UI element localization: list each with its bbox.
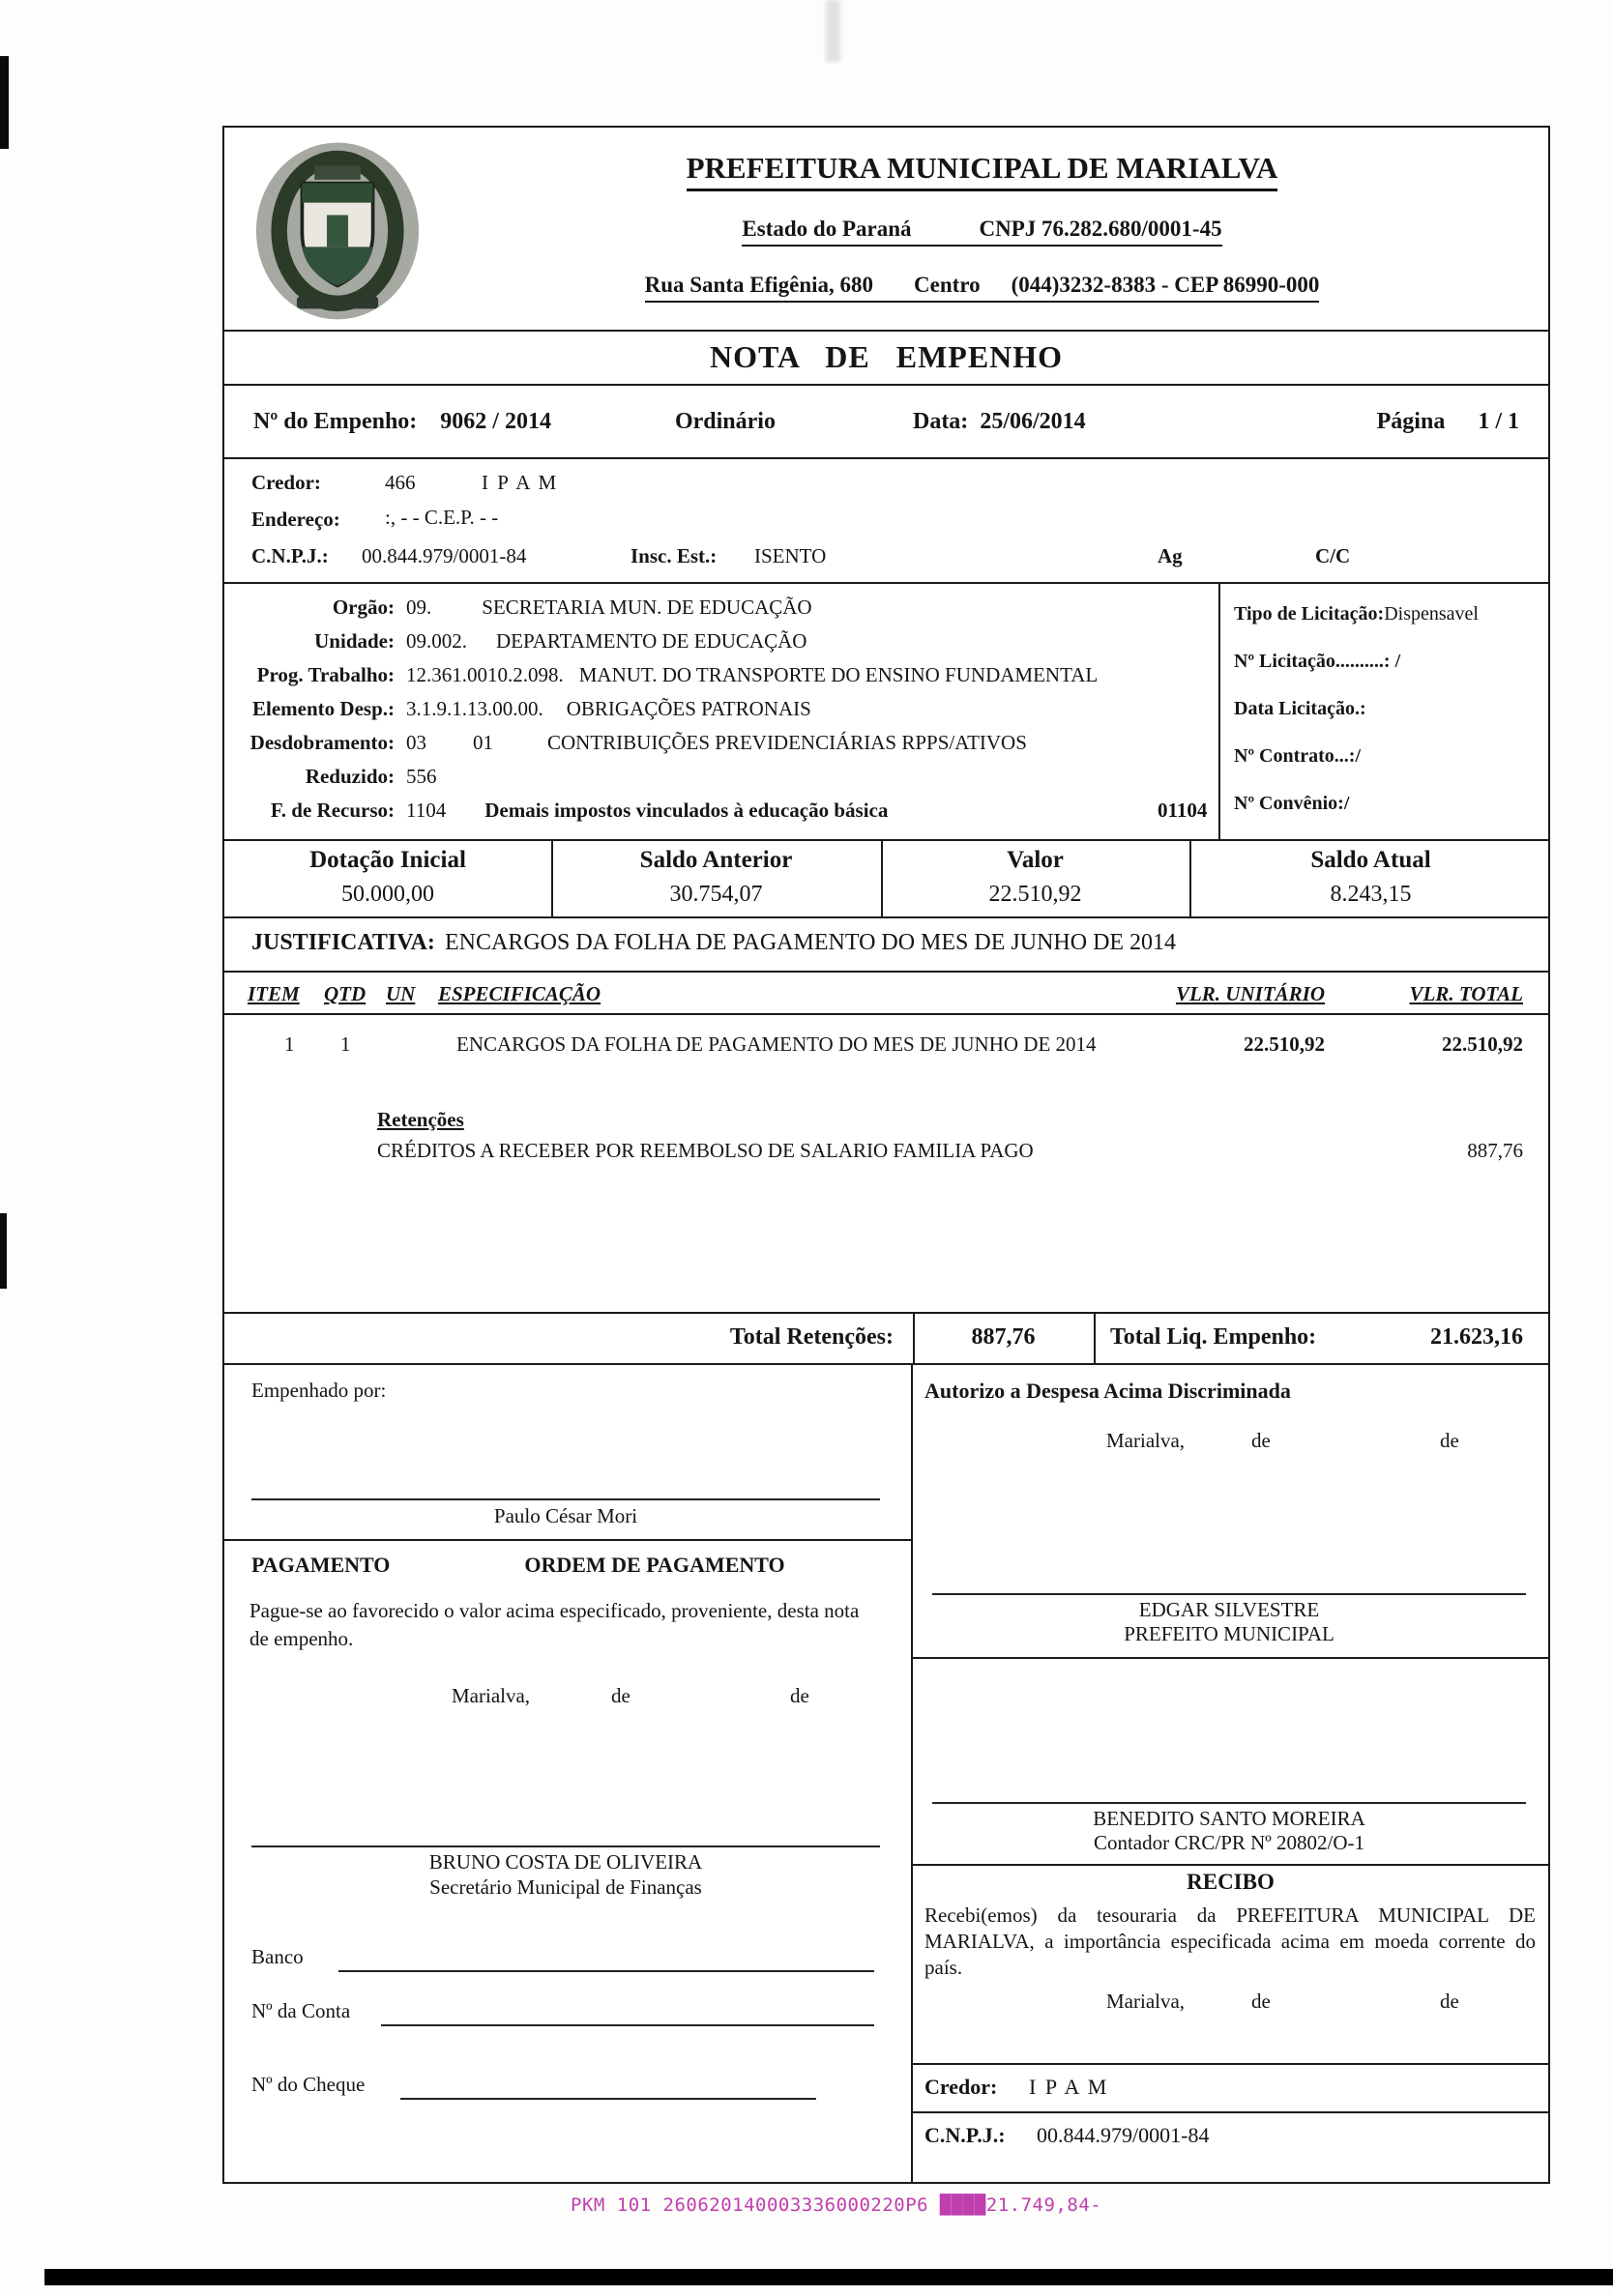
creditor-address: :, - - C.E.P. - - [385, 506, 499, 529]
net-total-value: 21.623,16 [1430, 1324, 1523, 1350]
coat-of-arms-logo [246, 137, 429, 323]
city-label: Marialva, [452, 1684, 531, 1707]
doc-title: NOTA DE EMPENHO [709, 339, 1064, 374]
amounts-table [224, 841, 1548, 918]
address-street: Rua Santa Efigênia, 680 [644, 273, 874, 297]
nota-de-empenho-document [222, 126, 1550, 2184]
bidding-type-row [1234, 603, 1542, 625]
previous-balance-value: 30.754,07 [669, 882, 763, 907]
qty-col-header: QTD [324, 982, 367, 1005]
creditor-name: I P A M [482, 471, 559, 494]
page-value: 1 / 1 [1478, 408, 1519, 434]
row-desc: OBRIGAÇÕES PATRONAIS [566, 697, 811, 720]
row-code: 09.002. [406, 629, 467, 653]
item-row [224, 1032, 1548, 1063]
cell-divider [1094, 1314, 1096, 1363]
address-line [645, 273, 1320, 303]
state-reg-label: Insc. Est.: [631, 544, 718, 567]
row-label: Prog. Trabalho: [256, 663, 395, 686]
unit-col-header: UN [386, 982, 416, 1005]
address-district: Centro [914, 273, 981, 297]
account-blank-line [381, 2024, 874, 2026]
empenho-kind: Ordinário [674, 408, 776, 434]
creditor-cnpj: 00.844.979/0001-84 [362, 544, 527, 567]
empenho-header-row [224, 386, 1548, 459]
empenho-number-label: Nº do Empenho: [253, 408, 418, 434]
item-number: 1 [284, 1032, 295, 1056]
empenhado-label: Empenhado por: [251, 1379, 387, 1402]
cheque-number-label: Nº do Cheque [251, 2073, 366, 2096]
state-reg-value: ISENTO [754, 544, 827, 567]
budget-classification-block [224, 584, 1548, 841]
bidding-date-row: Data Licitação.: [1234, 698, 1366, 719]
city-label: Marialva, [1106, 1990, 1186, 2013]
initial-allocation-header: Dotação Inicial [309, 847, 466, 873]
state-cnpj-line [742, 217, 1221, 247]
item-unit-price: 22.510,92 [1244, 1032, 1325, 1056]
cnpj-label: CNPJ 76.282.680/0001-45 [979, 217, 1222, 241]
de-label: de [790, 1684, 809, 1707]
signature-line [251, 1498, 880, 1500]
org-name: PREFEITURA MUNICIPAL DE MARIALVA [687, 151, 1278, 191]
bank-label: Banco [251, 1945, 304, 1968]
account-number-label: Nº da Conta [251, 1999, 351, 2022]
de-label: de [1251, 1429, 1271, 1452]
section-divider [913, 1657, 1548, 1659]
de-label: de [1440, 1429, 1459, 1452]
date-line [913, 1429, 1548, 1458]
signature-role-bruno: Secretário Municipal de Finanças [429, 1875, 702, 1899]
spec-col-header: ESPECIFICAÇÃO [438, 982, 601, 1005]
row-desc: Demais impostos vinculados à educação básica [484, 799, 889, 822]
scan-edge-mark [0, 56, 9, 149]
row-desc: SECRETARIA MUN. DE EDUCAÇÃO [482, 596, 812, 619]
section-divider [913, 2111, 1548, 2113]
net-total-label: Total Liq. Empenho: [1110, 1324, 1317, 1350]
signature-name-bruno: BRUNO COSTA DE OLIVEIRA [428, 1850, 703, 1874]
state-label: Estado do Paraná [742, 217, 912, 241]
recibo-title: RECIBO [1187, 1870, 1275, 1894]
signature-name-edgar: EDGAR SILVESTRE [1138, 1598, 1320, 1621]
items-section [224, 973, 1548, 1314]
de-label: de [1251, 1990, 1271, 2013]
de-label: de [1440, 1990, 1459, 2013]
recibo-text: Recebi(emos) da tesouraria da PREFEITURA MUNICIPAL DE MARIALVA, a importância especificada acima em moeda corrente do país. [924, 1904, 1536, 1979]
item-qty: 1 [340, 1032, 351, 1056]
signature-name-paulo: Paulo César Mori [493, 1504, 638, 1527]
payment-instruction-text: Pague-se ao favorecido o valor acima especificado, proveniente, desta nota de empenho. [249, 1599, 860, 1650]
section-divider [913, 1864, 1548, 1866]
previous-balance-header: Saldo Anterior [639, 847, 793, 873]
item-spec: ENCARGOS DA FOLHA DE PAGAMENTO DO MES DE JUNHO DE 2014 [456, 1032, 1097, 1056]
totals-row [224, 1314, 1548, 1365]
withholdings-title: Retenções [377, 1108, 464, 1131]
row-code: 09. [406, 596, 432, 619]
row-code: 556 [406, 765, 437, 788]
section-divider [913, 2063, 1548, 2065]
row-desc: CONTRIBUIÇÕES PREVIDENCIÁRIAS RPPS/ATIVOS [547, 731, 1027, 754]
justification-row [224, 918, 1548, 973]
scan-bottom-bar [44, 2269, 1613, 2285]
agreement-number-row: Nº Convênio:/ [1234, 793, 1350, 814]
letterhead [224, 128, 1548, 332]
address-phone: (044)3232-8383 - CEP 86990-000 [1011, 273, 1320, 297]
page-label: Página [1376, 408, 1446, 434]
justification-text: ENCARGOS DA FOLHA DE PAGAMENTO DO MES DE JUNHO DE 2014 [445, 930, 1177, 955]
row-label: Desdobramento: [249, 731, 395, 754]
row-label: Unidade: [314, 629, 395, 653]
de-label: de [611, 1684, 631, 1707]
resource-code-right: 01104 [1158, 799, 1208, 822]
total-withholdings-value: 887,76 [971, 1324, 1036, 1350]
row-label: Elemento Desp.: [252, 697, 395, 720]
scan-smudge [826, 0, 840, 62]
agency-label: Ag [1158, 544, 1183, 567]
signature-line [251, 1846, 880, 1847]
empenho-date: 25/06/2014 [980, 408, 1086, 434]
recibo-cnpj-value: 00.844.979/0001-84 [1037, 2123, 1210, 2147]
date-line [913, 1990, 1548, 2019]
empenho-date-label: Data: [912, 408, 969, 434]
doc-title-bar [224, 332, 1548, 386]
row-code: 3.1.9.1.13.00.00. [406, 697, 543, 720]
ordem-pagamento-title: ORDEM DE PAGAMENTO [524, 1553, 785, 1577]
bidding-number-row: Nº Licitação..........: / [1234, 651, 1401, 672]
signature-line [932, 1802, 1526, 1804]
signature-name-benedito: BENEDITO SANTO MOREIRA [1093, 1807, 1365, 1830]
signature-role-benedito: Contador CRC/PR Nº 20802/O-1 [1093, 1831, 1365, 1854]
signature-role-edgar: PREFEITO MUNICIPAL [1124, 1622, 1334, 1645]
cheque-blank-line [400, 2098, 816, 2100]
row-desc: DEPARTAMENTO DE EDUCAÇÃO [496, 629, 807, 653]
row-label: Orgão: [332, 596, 395, 619]
recibo-cnpj-label: C.N.P.J.: [924, 2123, 1006, 2147]
bidding-type-value: Dispensavel [1384, 603, 1479, 625]
withholding-desc: CRÉDITOS A RECEBER POR REEMBOLSO DE SALARIO FAMILIA PAGO [377, 1139, 1034, 1162]
bank-blank-line [338, 1970, 874, 1972]
authorization-panel [913, 1365, 1548, 2182]
creditor-address-label: Endereço: [251, 508, 340, 531]
payment-panel [224, 1365, 913, 2182]
creditor-label: Credor: [251, 471, 321, 494]
creditor-cnpj-label: C.N.P.J.: [251, 544, 329, 567]
current-balance-header: Saldo Atual [1310, 847, 1431, 873]
scan-edge-mark [0, 1213, 7, 1289]
machine-print-line: PKM 101 260620140003336000220P6 ████21.749,84- [571, 2194, 1102, 2216]
row-code: 03 [406, 731, 426, 754]
recibo-credor-label: Credor: [924, 2075, 998, 2099]
unit-price-col-header: VLR. UNITÁRIO [1175, 982, 1325, 1005]
current-balance-value: 8.243,15 [1330, 882, 1412, 907]
creditor-code: 466 [385, 471, 416, 494]
bidding-info-block [1218, 584, 1548, 839]
row-subcode: 01 [473, 731, 493, 754]
recibo-credor-value: I P A M [1029, 2075, 1109, 2099]
row-desc: MANUT. DO TRANSPORTE DO ENSINO FUNDAMENTAL [578, 663, 1099, 686]
row-label: Reduzido: [305, 765, 395, 788]
signature-panels [224, 1365, 1548, 2182]
account-label: C/C [1315, 544, 1351, 567]
withholding-value: 887,76 [1467, 1139, 1523, 1162]
item-total: 22.510,92 [1442, 1032, 1523, 1056]
value-value: 22.510,92 [988, 882, 1082, 907]
row-label: F. de Recurso: [270, 799, 395, 822]
items-header-row [224, 980, 1548, 1015]
section-divider [224, 1539, 911, 1541]
initial-allocation-value: 50.000,00 [341, 882, 434, 907]
bidding-type-label: Tipo de Licitação: [1234, 603, 1385, 625]
empenho-number: 9062 / 2014 [440, 408, 551, 434]
coat-of-arms-icon [246, 137, 429, 323]
row-code: 1104 [406, 799, 447, 822]
pagamento-title: PAGAMENTO [251, 1553, 391, 1577]
date-line [224, 1684, 911, 1713]
item-col-header: ITEM [248, 982, 300, 1005]
contract-number-row: Nº Contrato...:/ [1234, 745, 1362, 767]
total-withholdings-label: Total Retenções: [729, 1324, 894, 1350]
row-code: 12.361.0010.2.098. [406, 663, 564, 686]
city-label: Marialva, [1106, 1429, 1186, 1452]
total-col-header: VLR. TOTAL [1409, 982, 1523, 1005]
justification-label: JUSTIFICATIVA: [251, 930, 435, 955]
value-header: Valor [1007, 847, 1064, 873]
authorize-title: Autorizo a Despesa Acima Discriminada [924, 1379, 1291, 1403]
creditor-block [224, 459, 1548, 584]
signature-line [932, 1593, 1526, 1595]
